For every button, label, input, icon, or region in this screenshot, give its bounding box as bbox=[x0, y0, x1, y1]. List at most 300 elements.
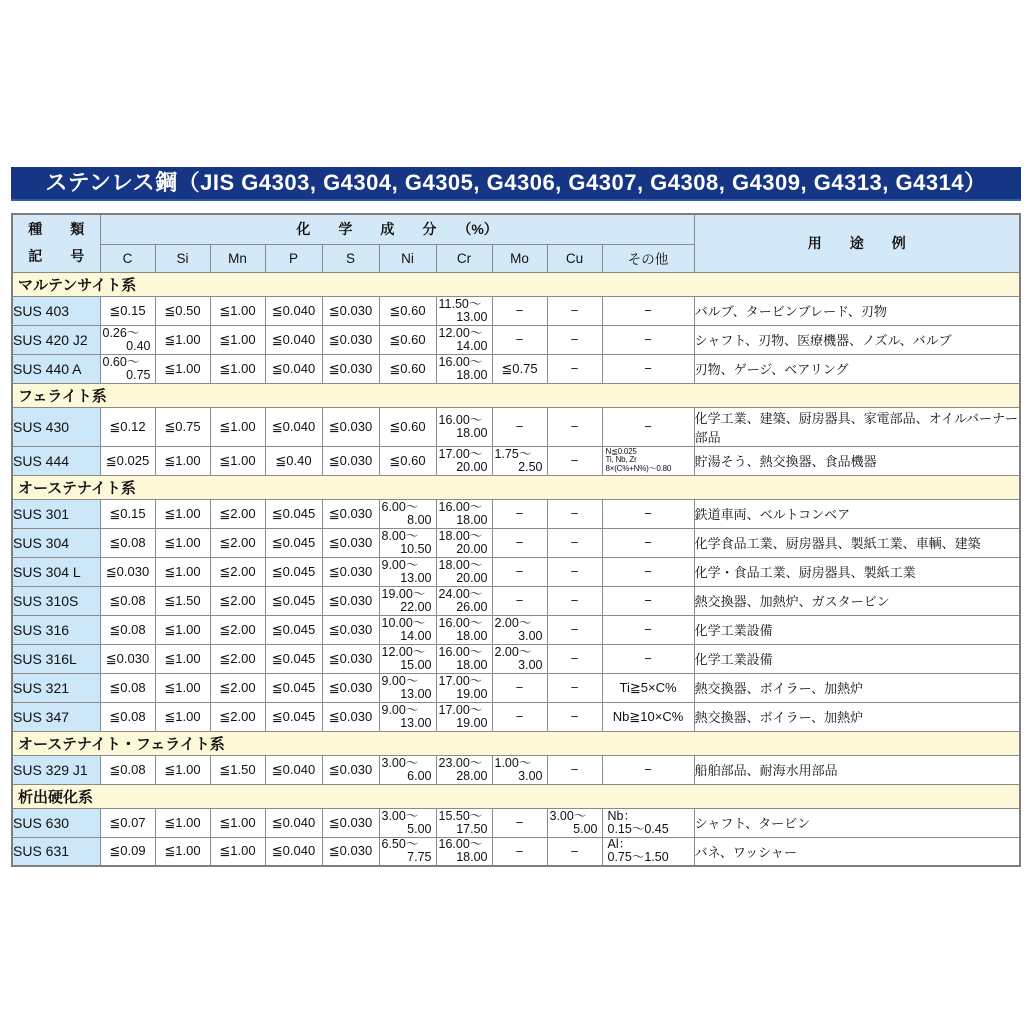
chem-cell: ≦0.025 bbox=[100, 446, 155, 475]
chem-cell: ≦1.00 bbox=[155, 499, 210, 528]
chem-cell: ≦1.00 bbox=[155, 446, 210, 475]
range-line: 6.00 bbox=[407, 768, 432, 783]
stainless-steel-table bbox=[11, 213, 1021, 867]
table-row bbox=[12, 446, 1020, 475]
use-cell: 貯湯そう、熱交換器、食品機器 bbox=[694, 446, 1020, 475]
chem-cell: ≦0.040 bbox=[265, 755, 322, 784]
chem-cell: ≦0.040 bbox=[265, 325, 322, 354]
section-row bbox=[12, 475, 1020, 499]
chem-cell: ≦1.00 bbox=[155, 557, 210, 586]
chem-cell bbox=[436, 325, 492, 354]
range-line: 12.00～ bbox=[438, 325, 483, 340]
chem-cell: − bbox=[547, 702, 602, 731]
range-line: 9.00～ bbox=[381, 557, 419, 572]
header-grade bbox=[12, 214, 100, 272]
table-row bbox=[12, 407, 1020, 446]
use-cell: 化学工業、建築、厨房器具、家電部品、オイルバーナー部品 bbox=[694, 407, 1020, 446]
header-col-mo: Mo bbox=[492, 244, 547, 272]
range-line: 9.00～ bbox=[381, 673, 419, 688]
chem-cell: ≦0.030 bbox=[322, 808, 379, 837]
grade-cell: SUS 304 L bbox=[12, 557, 100, 586]
chem-cell bbox=[492, 755, 547, 784]
section-row bbox=[12, 272, 1020, 296]
other-line: Al： bbox=[607, 837, 632, 852]
range-line: 26.00 bbox=[456, 599, 488, 614]
range-line: 8.00 bbox=[407, 512, 432, 527]
range-line: 10.50 bbox=[400, 541, 432, 556]
chem-cell: − bbox=[547, 615, 602, 644]
chem-cell bbox=[602, 808, 694, 837]
chem-cell bbox=[436, 407, 492, 446]
chem-cell: ≦0.08 bbox=[100, 755, 155, 784]
chem-cell: ≦1.00 bbox=[155, 755, 210, 784]
grade-cell: SUS 321 bbox=[12, 673, 100, 702]
range-line: 3.00～ bbox=[381, 808, 419, 823]
use-cell: 熱交換器、ボイラー、加熱炉 bbox=[694, 673, 1020, 702]
chem-cell bbox=[492, 446, 547, 475]
section-row bbox=[12, 784, 1020, 808]
chem-cell: ≦1.00 bbox=[155, 837, 210, 866]
chem-cell bbox=[379, 755, 436, 784]
table-row bbox=[12, 615, 1020, 644]
range-line: 6.00～ bbox=[381, 499, 419, 514]
range-line: 6.50～ bbox=[381, 837, 419, 852]
chem-cell: − bbox=[602, 644, 694, 673]
header-kind-label: 種 類 bbox=[28, 221, 85, 238]
use-cell: シャフト、タービン bbox=[694, 808, 1020, 837]
use-cell: 化学工業設備 bbox=[694, 644, 1020, 673]
range-line: 5.00 bbox=[573, 821, 598, 836]
chem-cell: ≦0.75 bbox=[492, 354, 547, 383]
chem-cell: ≦2.00 bbox=[210, 615, 265, 644]
chem-cell: ≦0.030 bbox=[322, 325, 379, 354]
chem-cell: ≦0.045 bbox=[265, 499, 322, 528]
chem-cell bbox=[100, 354, 155, 383]
chem-cell: ≦0.12 bbox=[100, 407, 155, 446]
other-line: 0.15～0.45 bbox=[607, 821, 669, 836]
chem-cell: ≦0.60 bbox=[379, 325, 436, 354]
range-line: 20.00 bbox=[456, 541, 488, 556]
range-line: 20.00 bbox=[456, 459, 488, 474]
chem-cell: − bbox=[547, 325, 602, 354]
range-line: 18.00 bbox=[456, 367, 488, 382]
chem-cell: ≦1.00 bbox=[210, 296, 265, 325]
table-row bbox=[12, 808, 1020, 837]
chem-cell: ≦0.08 bbox=[100, 586, 155, 615]
chem-cell: ≦2.00 bbox=[210, 528, 265, 557]
header-chemical-composition: 化 学 成 分 （%） bbox=[100, 214, 694, 244]
range-line: 16.00～ bbox=[438, 837, 483, 852]
chem-cell: − bbox=[547, 755, 602, 784]
chem-cell: ≦0.09 bbox=[100, 837, 155, 866]
section-header-label: オーステナイト系 bbox=[12, 475, 1020, 499]
section-header-label: 析出硬化系 bbox=[12, 784, 1020, 808]
table-row bbox=[12, 586, 1020, 615]
chem-cell: − bbox=[602, 615, 694, 644]
chem-cell: ≦0.030 bbox=[322, 673, 379, 702]
chem-cell: ≦0.045 bbox=[265, 528, 322, 557]
other-line: Nb： bbox=[607, 808, 636, 823]
range-line: 16.00～ bbox=[438, 354, 483, 369]
chem-cell: ≦1.50 bbox=[210, 755, 265, 784]
chem-cell: ≦0.030 bbox=[322, 499, 379, 528]
range-line: 9.00～ bbox=[381, 702, 419, 717]
chem-cell: − bbox=[602, 528, 694, 557]
range-line: 12.00～ bbox=[381, 644, 426, 659]
other-small-line: Ti, Nb, Zr bbox=[605, 455, 637, 465]
use-cell: 熱交換器、ボイラー、加熱炉 bbox=[694, 702, 1020, 731]
range-line: 13.00 bbox=[456, 309, 488, 324]
header-symbol-label: 記 号 bbox=[28, 248, 85, 265]
chem-cell bbox=[379, 702, 436, 731]
chem-cell bbox=[379, 615, 436, 644]
range-line: 13.00 bbox=[400, 686, 432, 701]
chem-cell: − bbox=[547, 837, 602, 866]
range-line: 18.00 bbox=[456, 425, 488, 440]
range-line: 18.00 bbox=[456, 850, 488, 865]
range-line: 3.00 bbox=[518, 768, 543, 783]
range-line: 16.00～ bbox=[438, 615, 483, 630]
chem-cell bbox=[436, 702, 492, 731]
range-line: 18.00 bbox=[456, 628, 488, 643]
chem-cell bbox=[100, 325, 155, 354]
range-line: 19.00 bbox=[456, 715, 488, 730]
use-cell: 化学食品工業、厨房器具、製紙工業、車輌、建築 bbox=[694, 528, 1020, 557]
chem-cell: ≦0.030 bbox=[322, 528, 379, 557]
use-cell: 船舶部品、耐海水用部品 bbox=[694, 755, 1020, 784]
range-line: 3.00～ bbox=[381, 755, 419, 770]
range-line: 18.00 bbox=[456, 657, 488, 672]
table-row bbox=[12, 528, 1020, 557]
chem-cell bbox=[436, 808, 492, 837]
chem-cell: − bbox=[602, 586, 694, 615]
chem-cell bbox=[379, 673, 436, 702]
chem-cell: ≦0.030 bbox=[322, 557, 379, 586]
grade-cell: SUS 631 bbox=[12, 837, 100, 866]
range-line: 10.00～ bbox=[381, 615, 426, 630]
range-line: 2.50 bbox=[518, 459, 543, 474]
header-col-other: その他 bbox=[602, 244, 694, 272]
range-line: 2.00～ bbox=[494, 644, 532, 659]
table-row bbox=[12, 296, 1020, 325]
range-line: 28.00 bbox=[456, 768, 488, 783]
other-line: 0.75～1.50 bbox=[607, 850, 669, 865]
other-small-line: N≦0.025 bbox=[605, 446, 637, 456]
grade-cell: SUS 347 bbox=[12, 702, 100, 731]
chem-cell: ≦1.00 bbox=[155, 808, 210, 837]
header-col-mn: Mn bbox=[210, 244, 265, 272]
grade-cell: SUS 329 J1 bbox=[12, 755, 100, 784]
chem-cell: ≦1.00 bbox=[210, 446, 265, 475]
grade-cell: SUS 444 bbox=[12, 446, 100, 475]
chem-cell: ≦1.50 bbox=[155, 586, 210, 615]
use-cell: 化学・食品工業、厨房器具、製紙工業 bbox=[694, 557, 1020, 586]
chem-cell: ≦1.00 bbox=[155, 615, 210, 644]
chem-cell bbox=[436, 673, 492, 702]
grade-cell: SUS 310S bbox=[12, 586, 100, 615]
chem-cell bbox=[436, 528, 492, 557]
range-line: 17.00～ bbox=[438, 446, 483, 461]
range-line: 0.75 bbox=[126, 367, 151, 382]
chem-cell bbox=[436, 446, 492, 475]
range-line: 19.00～ bbox=[381, 586, 426, 601]
chem-cell: ≦2.00 bbox=[210, 557, 265, 586]
chem-cell bbox=[436, 499, 492, 528]
chem-cell: − bbox=[492, 528, 547, 557]
chem-cell: Ti≧5×C% bbox=[602, 673, 694, 702]
chem-cell: − bbox=[602, 325, 694, 354]
range-line: 3.00 bbox=[518, 657, 543, 672]
chem-cell: ≦0.07 bbox=[100, 808, 155, 837]
range-line: 5.00 bbox=[407, 821, 432, 836]
chem-cell bbox=[436, 755, 492, 784]
header-col-c: C bbox=[100, 244, 155, 272]
chem-cell: ≦0.75 bbox=[155, 407, 210, 446]
range-line: 0.60～ bbox=[102, 354, 140, 369]
table-row bbox=[12, 325, 1020, 354]
chem-cell: ≦1.00 bbox=[155, 644, 210, 673]
chem-cell: ≦1.00 bbox=[210, 808, 265, 837]
chem-cell: ≦2.00 bbox=[210, 673, 265, 702]
chem-cell bbox=[547, 808, 602, 837]
range-line: 0.40 bbox=[126, 338, 151, 353]
range-line: 3.00 bbox=[518, 628, 543, 643]
chem-cell: ≦0.030 bbox=[322, 615, 379, 644]
range-line: 22.00 bbox=[400, 599, 432, 614]
chem-cell: ≦2.00 bbox=[210, 702, 265, 731]
table-row bbox=[12, 837, 1020, 866]
range-line: 18.00～ bbox=[438, 557, 483, 572]
range-line: 8.00～ bbox=[381, 528, 419, 543]
chem-cell: − bbox=[547, 296, 602, 325]
range-line: 16.00～ bbox=[438, 644, 483, 659]
chem-cell bbox=[602, 837, 694, 866]
header-col-s: S bbox=[322, 244, 379, 272]
chem-cell: ≦1.00 bbox=[155, 354, 210, 383]
chem-cell: − bbox=[547, 586, 602, 615]
chem-cell bbox=[379, 644, 436, 673]
use-cell: シャフト、刃物、医療機器、ノズル、バルブ bbox=[694, 325, 1020, 354]
chem-cell: − bbox=[492, 499, 547, 528]
chem-cell: ≦0.50 bbox=[155, 296, 210, 325]
chem-cell: − bbox=[492, 407, 547, 446]
grade-cell: SUS 316 bbox=[12, 615, 100, 644]
header-col-p: P bbox=[265, 244, 322, 272]
chem-cell bbox=[436, 644, 492, 673]
chem-cell: ≦0.030 bbox=[322, 296, 379, 325]
table-body bbox=[12, 272, 1020, 866]
chem-cell: ≦0.60 bbox=[379, 407, 436, 446]
chem-cell bbox=[436, 557, 492, 586]
use-cell: 鉄道車両、ベルトコンベア bbox=[694, 499, 1020, 528]
range-line: 1.00～ bbox=[494, 755, 532, 770]
chem-cell: ≦0.040 bbox=[265, 837, 322, 866]
chem-cell: − bbox=[602, 755, 694, 784]
chem-cell: − bbox=[547, 557, 602, 586]
chem-cell: ≦0.08 bbox=[100, 702, 155, 731]
range-line: 16.00～ bbox=[438, 412, 483, 427]
section-row bbox=[12, 731, 1020, 755]
table-row bbox=[12, 499, 1020, 528]
range-line: 7.75 bbox=[407, 850, 432, 865]
grade-cell: SUS 420 J2 bbox=[12, 325, 100, 354]
chem-cell: ≦0.08 bbox=[100, 528, 155, 557]
table-row bbox=[12, 755, 1020, 784]
table-row bbox=[12, 702, 1020, 731]
table-header bbox=[12, 214, 1020, 272]
chem-cell: − bbox=[602, 499, 694, 528]
chem-cell: ≦0.045 bbox=[265, 557, 322, 586]
chem-cell: − bbox=[547, 528, 602, 557]
range-line: 11.50～ bbox=[438, 296, 482, 311]
table-row bbox=[12, 354, 1020, 383]
chem-cell: − bbox=[492, 702, 547, 731]
chem-cell: ≦0.60 bbox=[379, 296, 436, 325]
chem-cell: ≦0.045 bbox=[265, 673, 322, 702]
chem-cell bbox=[436, 296, 492, 325]
chem-cell: ≦0.15 bbox=[100, 499, 155, 528]
chem-cell bbox=[379, 557, 436, 586]
use-cell: バルブ、タービンブレード、刃物 bbox=[694, 296, 1020, 325]
chem-cell: − bbox=[492, 325, 547, 354]
table-row bbox=[12, 673, 1020, 702]
section-row bbox=[12, 383, 1020, 407]
range-line: 19.00 bbox=[456, 686, 488, 701]
chem-cell: ≦0.60 bbox=[379, 446, 436, 475]
chem-cell: Nb≧10×C% bbox=[602, 702, 694, 731]
chem-cell: − bbox=[547, 446, 602, 475]
chem-cell: ≦0.030 bbox=[322, 702, 379, 731]
chem-cell bbox=[379, 499, 436, 528]
chem-cell: ≦0.030 bbox=[322, 837, 379, 866]
range-line: 14.00 bbox=[400, 628, 432, 643]
grade-cell: SUS 430 bbox=[12, 407, 100, 446]
chem-cell: ≦0.030 bbox=[322, 446, 379, 475]
section-header-label: フェライト系 bbox=[12, 383, 1020, 407]
chem-cell: ≦0.045 bbox=[265, 586, 322, 615]
range-line: 17.00～ bbox=[438, 702, 483, 717]
range-line: 15.00 bbox=[400, 657, 432, 672]
chem-cell: ≦2.00 bbox=[210, 586, 265, 615]
chem-cell: − bbox=[492, 586, 547, 615]
grade-cell: SUS 304 bbox=[12, 528, 100, 557]
chem-cell: ≦0.040 bbox=[265, 354, 322, 383]
range-line: 0.26～ bbox=[102, 325, 140, 340]
chem-cell: − bbox=[547, 644, 602, 673]
range-line: 20.00 bbox=[456, 570, 488, 585]
use-cell: 熱交換器、加熱炉、ガスタービン bbox=[694, 586, 1020, 615]
chem-cell: ≦1.00 bbox=[210, 325, 265, 354]
chem-cell: ≦1.00 bbox=[155, 673, 210, 702]
chem-cell: ≦0.60 bbox=[379, 354, 436, 383]
chem-cell: ≦0.40 bbox=[265, 446, 322, 475]
use-cell: バネ、ワッシャー bbox=[694, 837, 1020, 866]
chem-cell: ≦0.045 bbox=[265, 644, 322, 673]
table-row bbox=[12, 557, 1020, 586]
page-title: ステンレス鋼（JIS G4303, G4304, G4305, G4306, G4307, G4308, G4309, G4313, G4314） bbox=[11, 167, 1021, 201]
range-line: 18.00 bbox=[456, 512, 488, 527]
chem-cell: ≦0.030 bbox=[322, 354, 379, 383]
grade-cell: SUS 440 A bbox=[12, 354, 100, 383]
chem-cell: ≦0.15 bbox=[100, 296, 155, 325]
chem-cell: − bbox=[492, 808, 547, 837]
header-col-cu: Cu bbox=[547, 244, 602, 272]
chem-cell: − bbox=[602, 296, 694, 325]
grade-cell: SUS 403 bbox=[12, 296, 100, 325]
chem-cell: ≦0.030 bbox=[322, 755, 379, 784]
chem-cell: ≦1.00 bbox=[155, 325, 210, 354]
chem-cell: ≦0.030 bbox=[100, 557, 155, 586]
section-header-label: オーステナイト・フェライト系 bbox=[12, 731, 1020, 755]
header-col-si: Si bbox=[155, 244, 210, 272]
chem-cell: ≦0.030 bbox=[100, 644, 155, 673]
range-line: 17.50 bbox=[456, 821, 488, 836]
use-cell: 化学工業設備 bbox=[694, 615, 1020, 644]
range-line: 17.00～ bbox=[438, 673, 483, 688]
chem-cell: − bbox=[492, 296, 547, 325]
range-line: 1.75～ bbox=[494, 446, 532, 461]
chem-cell: ≦0.08 bbox=[100, 615, 155, 644]
range-line: 23.00～ bbox=[438, 755, 483, 770]
chem-cell: ≦1.00 bbox=[155, 528, 210, 557]
section-header-label: マルテンサイト系 bbox=[12, 272, 1020, 296]
chem-cell: ≦0.08 bbox=[100, 673, 155, 702]
chem-cell: − bbox=[547, 673, 602, 702]
chem-cell: − bbox=[547, 354, 602, 383]
chem-cell: ≦0.040 bbox=[265, 808, 322, 837]
header-use-examples: 用 途 例 bbox=[694, 214, 1020, 272]
table-row bbox=[12, 644, 1020, 673]
chem-cell: − bbox=[547, 407, 602, 446]
content-area bbox=[11, 167, 1021, 867]
chem-cell bbox=[492, 615, 547, 644]
range-line: 14.00 bbox=[456, 338, 488, 353]
chem-cell: ≦1.00 bbox=[210, 837, 265, 866]
chem-cell bbox=[379, 586, 436, 615]
chem-cell: ≦1.00 bbox=[155, 702, 210, 731]
chem-cell: − bbox=[602, 557, 694, 586]
range-line: 13.00 bbox=[400, 570, 432, 585]
chem-cell bbox=[436, 354, 492, 383]
chem-cell: − bbox=[492, 673, 547, 702]
chem-cell bbox=[436, 586, 492, 615]
chem-cell bbox=[379, 837, 436, 866]
chem-cell: ≦0.040 bbox=[265, 296, 322, 325]
chem-cell: ≦0.045 bbox=[265, 702, 322, 731]
header-col-ni: Ni bbox=[379, 244, 436, 272]
grade-cell: SUS 316L bbox=[12, 644, 100, 673]
chem-cell bbox=[436, 615, 492, 644]
range-line: 15.50～ bbox=[438, 808, 483, 823]
header-col-cr: Cr bbox=[436, 244, 492, 272]
chem-cell: − bbox=[492, 837, 547, 866]
chem-cell: ≦2.00 bbox=[210, 499, 265, 528]
chem-cell: ≦0.040 bbox=[265, 407, 322, 446]
range-line: 13.00 bbox=[400, 715, 432, 730]
chem-cell: ≦1.00 bbox=[210, 407, 265, 446]
other-small-line: 8×(C%+N%)～0.80 bbox=[605, 463, 672, 473]
grade-cell: SUS 630 bbox=[12, 808, 100, 837]
chem-cell bbox=[379, 808, 436, 837]
chem-cell bbox=[436, 837, 492, 866]
chem-cell: − bbox=[602, 354, 694, 383]
range-line: 2.00～ bbox=[494, 615, 532, 630]
chem-cell: ≦0.045 bbox=[265, 615, 322, 644]
range-line: 16.00～ bbox=[438, 499, 483, 514]
chem-cell: − bbox=[602, 407, 694, 446]
chem-cell bbox=[379, 528, 436, 557]
use-cell: 刃物、ゲージ、ベアリング bbox=[694, 354, 1020, 383]
